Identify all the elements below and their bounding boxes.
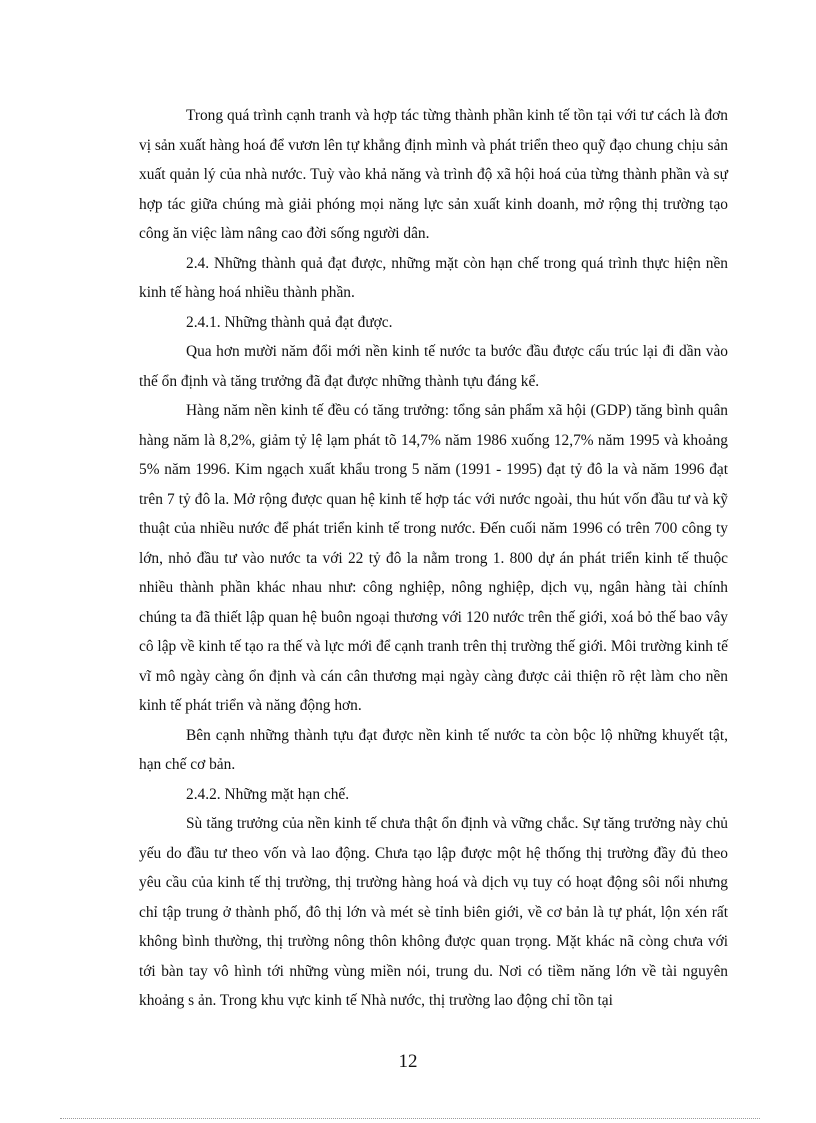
paragraph-overview: Qua hơn mười năm đổi mới nền kinh tế nước ta bước đầu được cấu trúc lại đi dần vào thế ổn định và tăng trưởng đã đạt được những thành tựu đáng kể. xyxy=(139,343,728,390)
page-bottom-divider xyxy=(60,1118,760,1120)
paragraph-growth: Hàng năm nền kinh tế đều có tăng trưởng: tổng sản phẩm xã hội (GDP) tăng bình quân hàng năm là 8,2%, giảm tỷ lệ lạm phát tõ 14,7% năm 1986 xuống 12,7% năm 1995 và khoảng 5% năm 1996. Kim ngạch xuất khẩu trong 5 năm (1991 - 1995) đạt tỷ đô la và năm 1996 đạt trên 7 tỷ đô la. Mở rộng được quan hệ kinh tế hợp tác với nước ngoài, thu hút vốn đầu tư và kỹ thuật của nhiều nước để phát triển kinh tế trong nước. Đến cuối năm 1996 có trên 700 công ty lớn, nhỏ đầu tư vào nước ta với 22 tỷ đô la nằm trong 1. 800 dự án phát triển kinh tế thuộc nhiều thành phần khác nhau như: công nghiệp, nông nghiệp, dịch vụ, ngân hàng tài chính chúng ta đã thiết lập quan hệ buôn ngoại thương với 120 nước trên thế giới, xoá bỏ thế bao vây cô lập về kinh tế tạo ra thế và lực mới để cạnh tranh trên thị trường thế giới. Môi trường kinh tế vĩ mô ngày càng ổn định và cán cân thương mại ngày càng được cải thiện rõ rệt làm cho nền kinh tế phát triển và năng động hơn. xyxy=(139,402,728,714)
subsection-heading-2-4-1: 2.4.1. Những thành quả đạt được. xyxy=(186,313,393,331)
body-text xyxy=(139,101,728,1016)
section-heading-2-4: 2.4. Những thành quả đạt được, những mặt còn hạn chế trong quá trình thực hiện nền kinh tế hàng hoá nhiều thành phần. xyxy=(139,254,728,301)
subsection-heading-2-4-2: 2.4.2. Những mặt hạn chế. xyxy=(186,785,350,803)
paragraph-limitations: Sù tăng trưởng của nền kinh tế chưa thật ổn định và vững chắc. Sự tăng trưởng này chủ yếu do đầu tư theo vốn và lao động. Chưa tạo lập được một hệ thống thị trường đầy đủ theo yêu cầu của kinh tế thị trường, thị trường hàng hoá và dịch vụ tuy có hoạt động sôi nổi nhưng chỉ tập trung ở thành phố, đô thị lớn và mét sè tỉnh biên giới, về cơ bản là tự phát, lộn xén rất không bình thường, thị trường nông thôn không được quan trọng. Mặt khác nã còng chưa với tới bàn tay vô hình tới những vùng miền nói, trung du. Nơi có tiềm năng lớn về tài nguyên khoảng s ản. Trong khu vực kinh tế Nhà nước, thị trường lao động chỉ tồn tại xyxy=(139,815,728,1009)
page-number: 12 xyxy=(398,1051,418,1072)
paragraph-transition: Bên cạnh những thành tựu đạt được nền kinh tế nước ta còn bộc lộ những khuyết tật, hạn chế cơ bản. xyxy=(139,726,728,773)
paragraph-intro: Trong quá trình cạnh tranh và hợp tác từng thành phần kinh tế tồn tại với tư cách là đơn vị sản xuất hàng hoá để vươn lên tự khẳng định mình và phát triển theo quỹ đạo chung chịu sản xuất quản lý của nhà nước. Tuỳ vào khả năng và trình độ xã hội hoá của từng thành phần và sự hợp tác giữa chúng mà giải phóng mọi năng lực sản xuất kinh doanh, mở rộng thị trường tạo công ăn việc làm nâng cao đời sống người dân. xyxy=(139,107,728,242)
